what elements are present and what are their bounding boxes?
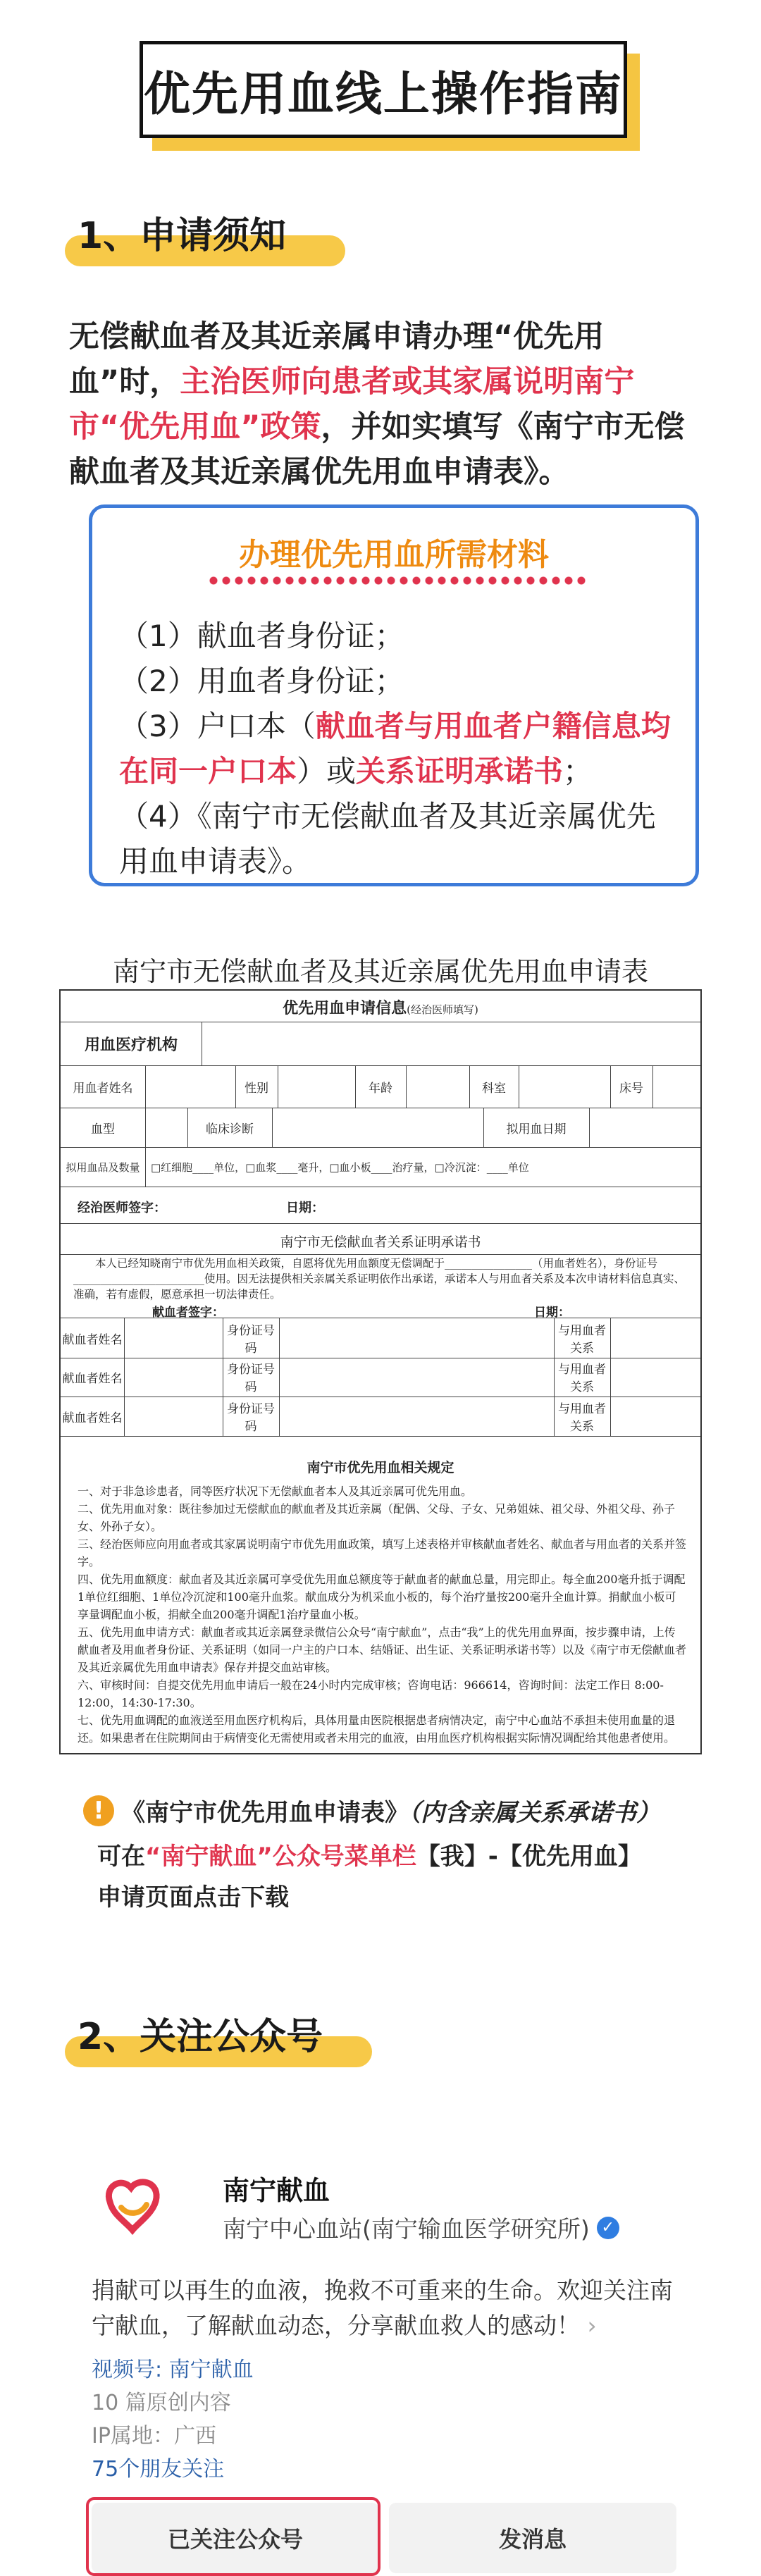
rule-item: 一、对于非急诊患者，同等医疗状况下无偿献血者本人及其近亲属可优先用血。 bbox=[78, 1485, 473, 1498]
product-options: □红细胞____单位，□血浆____毫升，□血小板____治疗量，□冷沉淀：____单位 bbox=[151, 1161, 529, 1174]
blood-type-label: 血型 bbox=[61, 1108, 146, 1147]
send-message-button[interactable] bbox=[389, 2503, 676, 2573]
commit-title: 南宁市无偿献血者关系证明承诺书 bbox=[280, 1234, 481, 1250]
note-text-b: 【我】-【优先用血】 bbox=[416, 1843, 642, 1871]
dotted-divider bbox=[207, 576, 588, 586]
rule-item: 四、优先用血额度：献血者及其近亲属可享受优先用血总额度等于献血者的献血总量，用完即止。每全血200毫升抵于调配1单位红细胞、1单位冷沉淀和100毫升血浆。献血成分为机采血小板的，每个治疗量按200毫升全血计算。捐献血小板可享量调配血小板，捐献全血200毫升调配1治疗量血小板。 bbox=[78, 1573, 686, 1621]
para-text-red: 主治医师向患者或其家属说明南宁市“优先用血”政策 bbox=[69, 364, 635, 445]
form-row-institution bbox=[61, 1022, 700, 1066]
rules-list bbox=[78, 1482, 686, 1747]
diagnosis-value bbox=[272, 1108, 484, 1147]
donor-row-3 bbox=[61, 1397, 700, 1437]
material-item-3-b: ）或 bbox=[297, 754, 357, 788]
donor-name-value bbox=[124, 1357, 223, 1397]
material-item-1: （1）献血者身份证； bbox=[119, 619, 404, 653]
download-note-line3: 申请页面点击下载 bbox=[97, 1883, 289, 1912]
para-text-a: 无偿献血者及其近亲属申请办理“优先用血”时， bbox=[69, 319, 605, 400]
account-org: 南宁中心血站(南宁输血医学研究所) bbox=[223, 2215, 590, 2243]
account-description bbox=[92, 2273, 691, 2343]
download-note-line2 bbox=[97, 1839, 731, 1874]
id-value bbox=[279, 1397, 555, 1436]
id-value bbox=[279, 1357, 555, 1397]
id-label: 身份证号码 bbox=[223, 1318, 280, 1358]
rule-item: 五、优先用血申请方式：献血者或其近亲属登录微信公众号“南宁献血”，点击“我”上的优先用血界面，按步骤申请，上传献血者及用血者身份证、关系证明（如同一户主的户口本、结婚证、出生证、关系证明承诺书等）以及《南宁市无偿献血者及其近亲属优先用血申请表》保存并提交血站审核。 bbox=[78, 1626, 687, 1674]
materials-box bbox=[89, 504, 699, 886]
donor-sign-label: 献血者签字： bbox=[152, 1306, 224, 1320]
rule-item: 七、优先用血调配的血液送至用血医疗机构后，具体用量由医院根据患者病情决定，南宁中心血站不承担未使用血量的退还。如果患者在住院期间由于病情变化无需使用或者未用完的血液，由用血医疗机构根据实际情况调配给其他患者使用。 bbox=[78, 1714, 676, 1745]
highlight-frame bbox=[86, 2497, 380, 2576]
rule-item: 三、经治医师应向用血者或其家属说明南宁市优先用血政策，填写上述表格并审核献血者姓名、献血者与用血者的关系并签字。 bbox=[78, 1537, 687, 1568]
form-caption: 南宁市无偿献血者及其近亲属优先用血申请表 bbox=[112, 956, 648, 987]
doctor-sign-label: 经治医师签字： bbox=[78, 1201, 166, 1215]
nanning-blood-logo-icon bbox=[97, 2165, 171, 2238]
materials-list bbox=[119, 614, 683, 884]
title-box bbox=[140, 41, 627, 138]
followed-button-label: 已关注公众号 bbox=[167, 2526, 303, 2553]
form-row-commit-title bbox=[61, 1223, 700, 1255]
institution-label: 用血医疗机构 bbox=[61, 1022, 202, 1065]
material-item-3 bbox=[119, 704, 683, 794]
doctor-date-label: 日期： bbox=[286, 1201, 324, 1215]
account-desc-text: 捐献可以再生的血液，挽救不可重来的生命。欢迎关注南宁献血，了解献血动态，分享献血救人的感动！ bbox=[92, 2277, 673, 2339]
blood-type-value bbox=[145, 1108, 188, 1147]
rule-item: 六、审核时间：自提交优先用血申请后一般在24小时内完成审核；咨询电话：966614，咨询时间：法定工作日 8:00-12:00，14:30-17:30。 bbox=[78, 1678, 664, 1709]
para-text-b: ，并如实填写《南宁市无偿献血者及其近亲属优先用血申请表》。 bbox=[69, 409, 685, 490]
note-form-subtitle: （内含亲属关系承诺书） bbox=[409, 1799, 660, 1827]
id-label: 身份证号码 bbox=[223, 1357, 280, 1397]
account-org-row bbox=[223, 2211, 619, 2244]
expand-chevron-icon[interactable]: › bbox=[580, 2312, 597, 2339]
relation-label: 与用血者关系 bbox=[554, 1357, 611, 1397]
form-row-products bbox=[61, 1147, 700, 1187]
form-row-patient bbox=[61, 1065, 700, 1108]
materials-title: 办理优先用血所需材料 bbox=[239, 537, 549, 573]
material-item-3-red2: 关系证明承诺书 bbox=[356, 754, 564, 788]
form-header: 优先用血申请信息 bbox=[283, 999, 407, 1017]
send-message-label: 发消息 bbox=[498, 2526, 567, 2553]
page-title: 优先用血线上操作指南 bbox=[144, 66, 623, 121]
form-row-blood bbox=[61, 1108, 700, 1148]
age-value bbox=[406, 1065, 470, 1108]
rule-item: 二、优先用血对象：既往参加过无偿献血的献血者及其近亲属（配偶、父母、子女、兄弟姐妹、祖父母、外祖父母、孙子女、外孙子女）。 bbox=[78, 1502, 676, 1533]
bed-label: 床号 bbox=[610, 1065, 653, 1108]
age-label: 年龄 bbox=[355, 1065, 407, 1108]
id-label: 身份证号码 bbox=[223, 1397, 280, 1436]
diagnosis-label: 临床诊断 bbox=[187, 1108, 273, 1147]
dept-label: 科室 bbox=[469, 1065, 519, 1108]
product-label: 拟用血品及数量 bbox=[61, 1147, 146, 1187]
rules-title: 南宁市优先用血相关规定 bbox=[307, 1460, 454, 1475]
donor-name-label: 献血者姓名 bbox=[61, 1357, 125, 1397]
material-item-4: （4）《南宁市无偿献血者及其近亲属优先用血申请表》。 bbox=[119, 799, 656, 879]
friends-following-link[interactable]: 75个朋友关注 bbox=[92, 2457, 225, 2482]
note-form-name: 《南宁市优先用血申请表》 bbox=[121, 1799, 409, 1827]
relation-label: 与用血者关系 bbox=[554, 1397, 611, 1436]
exclamation-icon: ! bbox=[83, 1795, 114, 1826]
form-row-doctor bbox=[61, 1187, 700, 1224]
material-item-3-a: （3）户口本（ bbox=[119, 709, 316, 743]
account-name: 南宁献血 bbox=[223, 2175, 330, 2206]
material-item-3-c: ； bbox=[563, 754, 593, 788]
note-text-red: “南宁献血”公众号菜单栏 bbox=[145, 1843, 416, 1871]
note-text-a: 可在 bbox=[97, 1843, 145, 1871]
video-channel-link[interactable]: 视频号: 南宁献血 bbox=[92, 2358, 254, 2382]
donor-name-label: 献血者姓名 bbox=[61, 1318, 125, 1358]
gender-value bbox=[278, 1065, 356, 1108]
section1-paragraph bbox=[69, 314, 703, 495]
gender-label: 性别 bbox=[235, 1065, 278, 1108]
patient-name-label: 用血者姓名 bbox=[61, 1065, 146, 1108]
dept-value bbox=[519, 1065, 611, 1108]
download-note-line1 bbox=[121, 1795, 727, 1831]
id-value bbox=[279, 1318, 555, 1358]
application-form-image bbox=[59, 989, 702, 1754]
commit-text: 本人已经知晓南宁市优先用血相关政策，自愿将优先用血额度无偿调配于________________（用血者姓名），身份证号________________________使用。因无法提供相关亲属关系证明依作出承诺，承诺本人与用血者关系及本次申请材料信息真实、准确，若有虚假，愿意承担一切法律责任。 bbox=[73, 1257, 686, 1301]
verified-check-icon: ✓ bbox=[597, 2217, 619, 2239]
use-date-label: 拟用血日期 bbox=[483, 1108, 590, 1147]
donor-row-2 bbox=[61, 1357, 700, 1397]
relation-label: 与用血者关系 bbox=[554, 1318, 611, 1358]
material-item-2: （2）用血者身份证； bbox=[119, 664, 404, 698]
patient-name-value bbox=[145, 1065, 236, 1108]
ip-location: IP属地：广西 bbox=[92, 2424, 216, 2448]
form-header-note: (经治医师填写) bbox=[407, 1003, 478, 1016]
donor-name-value bbox=[124, 1397, 223, 1436]
material-item-3-red: 献血者与用血者户籍信息均在同一户口本 bbox=[119, 709, 671, 788]
section1-heading: 1、申请须知 bbox=[78, 215, 287, 257]
donor-row-1 bbox=[61, 1318, 700, 1358]
section2-heading: 2、关注公众号 bbox=[78, 2016, 323, 2058]
donor-name-label: 献血者姓名 bbox=[61, 1397, 125, 1436]
article-count: 10 篇原创内容 bbox=[92, 2391, 231, 2415]
form-header-row bbox=[61, 991, 700, 1022]
donor-name-value bbox=[124, 1318, 223, 1358]
commit-date-label: 日期： bbox=[534, 1306, 570, 1320]
